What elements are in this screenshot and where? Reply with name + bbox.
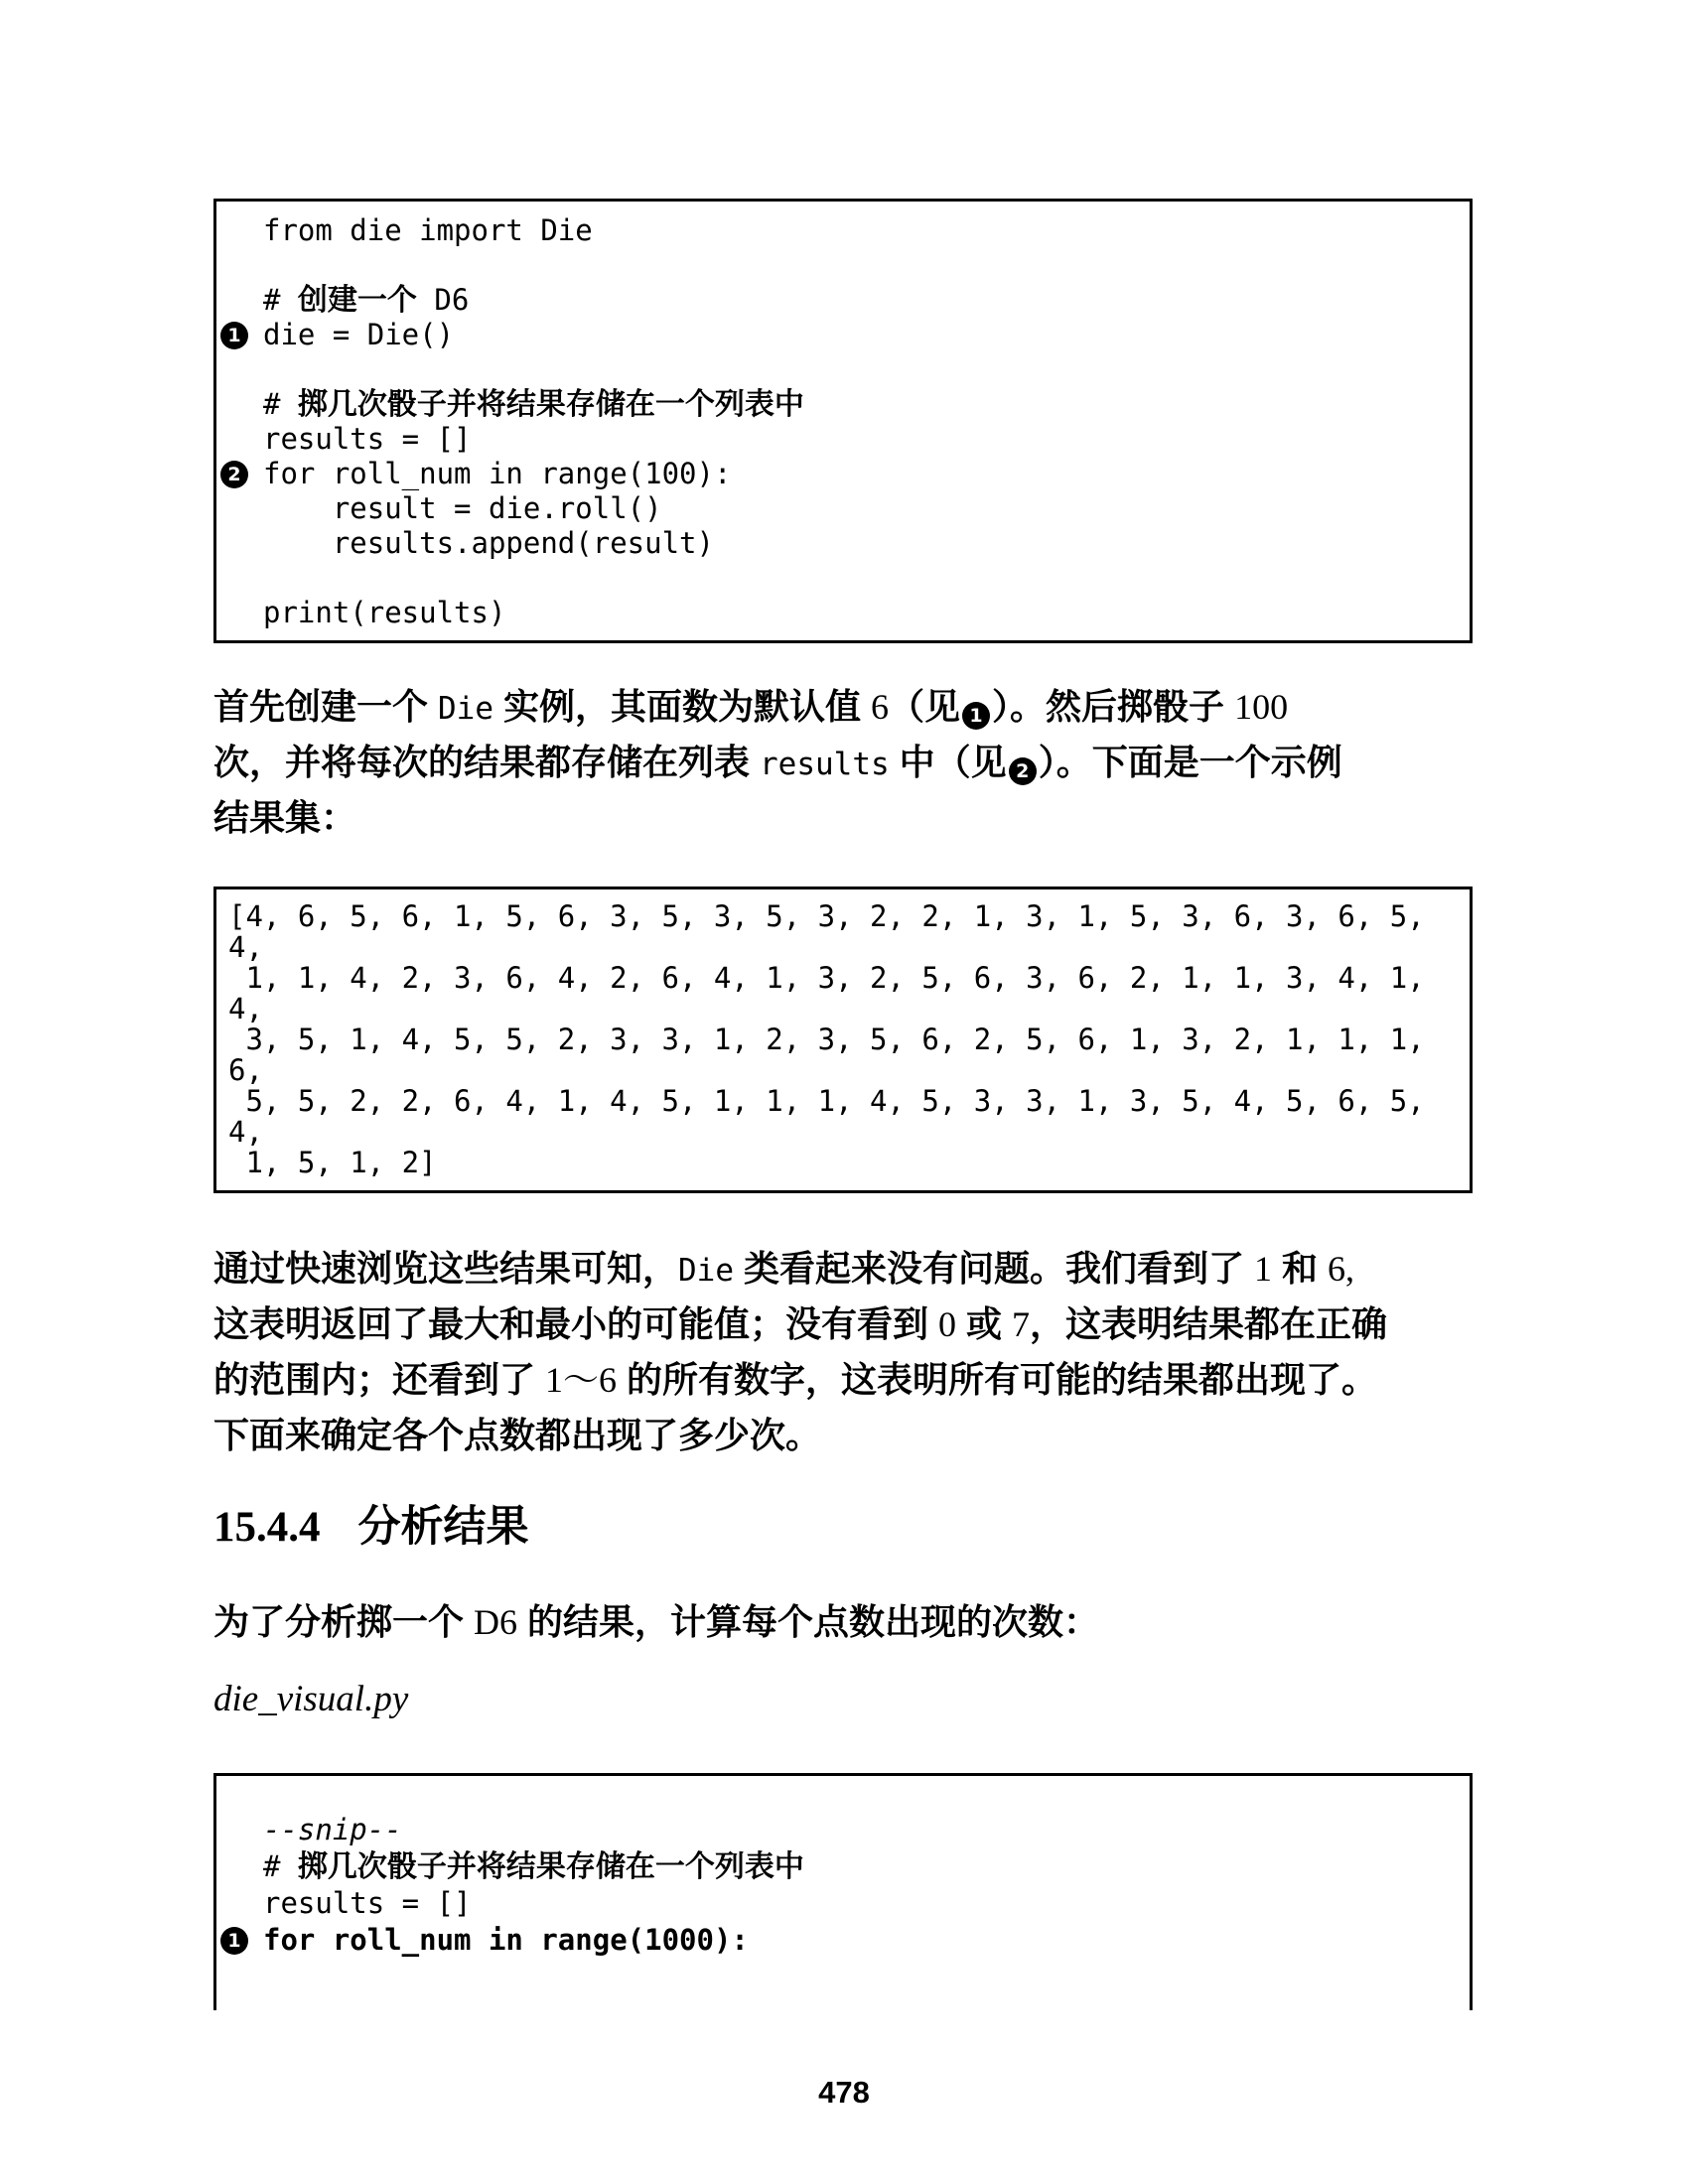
code-line xyxy=(216,248,1460,283)
filename-label: die_visual.py xyxy=(213,1679,409,1719)
text-segment: for roll_num in range(100): xyxy=(263,457,732,490)
annotation-marker-1: 1 xyxy=(220,322,248,349)
text-segment: 的所有数字，这表明所有可能的结果都出现了。 xyxy=(617,1359,1378,1400)
code-line xyxy=(216,1922,1460,1959)
annotation-marker-2: 2 xyxy=(220,461,248,488)
output-line: 3, 5, 1, 4, 5, 5, 2, 3, 3, 1, 2, 3, 5, 6, 2, 5, 6, 1, 3, 2, 1, 1, 1, xyxy=(228,1023,1425,1056)
output-line: [4, 6, 5, 6, 1, 5, 6, 3, 5, 3, 5, 3, 2, 2, 1, 3, 1, 5, 3, 6, 3, 6, 5, xyxy=(228,899,1425,933)
output-line: 1, 5, 1, 2] xyxy=(228,1146,437,1179)
section-title: 分析结果 xyxy=(357,1503,529,1551)
paragraph-line xyxy=(213,1241,1504,1297)
text-segment: Die xyxy=(678,1253,735,1289)
section-heading xyxy=(213,1493,529,1554)
text-segment: 类看起来没有问题。我们看到了 xyxy=(734,1248,1255,1289)
text-segment: results = [] xyxy=(263,422,472,456)
text-segment: # xyxy=(263,283,298,317)
section-number: 15.4.4 xyxy=(213,1504,321,1551)
text-segment: results = [] xyxy=(263,1886,472,1920)
code-line xyxy=(216,387,1460,422)
page-number: 478 xyxy=(818,2075,870,2110)
output-line: 5, 5, 2, 2, 6, 4, 1, 4, 5, 1, 1, 1, 4, 5, 3, 3, 1, 3, 5, 4, 5, 6, 5, xyxy=(228,1084,1425,1118)
code-listing-top xyxy=(213,199,1473,643)
text-segment: 下面来确定各个点数都出现了多少次。 xyxy=(213,1415,822,1455)
goal-paragraph xyxy=(213,1594,1504,1650)
text-segment: --snip-- xyxy=(263,1813,402,1846)
annotation-marker-1: 1 xyxy=(220,1927,248,1955)
text-segment: ）。然后掷骰子 xyxy=(992,686,1235,727)
text-segment: 6, xyxy=(1328,1249,1355,1289)
text-segment: 6 xyxy=(871,687,890,727)
output-listing xyxy=(213,887,1473,1193)
text-segment: 和 xyxy=(1272,1248,1329,1289)
text-segment: D6 xyxy=(474,1602,518,1642)
text-segment: ，这表明结果都在正确 xyxy=(1030,1303,1388,1344)
output-line: 6, xyxy=(228,1053,263,1087)
text-segment: results xyxy=(760,747,890,782)
text-segment: ）。下面是一个示例 xyxy=(1038,742,1342,782)
paragraph-line xyxy=(213,735,1504,790)
text-segment: 次，并将每次的结果都存储在列表 xyxy=(213,742,761,782)
text-segment: 或 xyxy=(956,1303,1013,1344)
text-segment: 这表明返回了最大和最小的可能值；没有看到 xyxy=(213,1303,939,1344)
code-line xyxy=(216,1848,1460,1885)
paragraph-line xyxy=(213,679,1504,735)
code-line xyxy=(216,318,1460,352)
output-line: 4, xyxy=(228,1115,263,1149)
text-segment: # xyxy=(263,1849,298,1883)
code-line xyxy=(216,1885,1460,1922)
text-segment: result = die.roll() xyxy=(263,491,662,525)
code-line xyxy=(216,283,1460,318)
paragraph-line xyxy=(213,1352,1504,1408)
text-segment: 为了分析掷一个 xyxy=(213,1601,475,1642)
paragraph-line xyxy=(213,1408,1504,1463)
text-segment: D6 xyxy=(416,283,470,317)
text-segment: die = Die() xyxy=(263,318,455,351)
text-segment: 首先创建一个 xyxy=(213,686,439,727)
text-segment: print(results) xyxy=(263,596,506,629)
code-line xyxy=(216,491,1460,526)
annotation-marker-1: 1 xyxy=(962,702,990,730)
text-segment: Die xyxy=(438,691,494,727)
code-line xyxy=(216,596,1460,630)
code-line xyxy=(216,352,1460,387)
annotation-marker-2: 2 xyxy=(1009,757,1037,785)
text-segment: 的范围内；还看到了 xyxy=(213,1359,546,1400)
code-line xyxy=(216,526,1460,561)
text-segment: 0 xyxy=(938,1304,957,1344)
text-segment: 100 xyxy=(1234,687,1289,727)
text-segment: 掷几次骰子并将结果存储在一个列表中 xyxy=(297,1850,804,1883)
text-segment: 中（见 xyxy=(889,742,1007,782)
text-segment: for roll_num in range(1000): xyxy=(263,1923,749,1957)
text-segment: 1～6 xyxy=(545,1360,618,1400)
text-segment: 7 xyxy=(1012,1304,1031,1344)
code-line xyxy=(216,422,1460,457)
code-line xyxy=(216,457,1460,491)
text-segment: 结果集： xyxy=(213,797,357,838)
paragraph-line xyxy=(213,790,1504,846)
text-segment: 1 xyxy=(1254,1249,1273,1289)
code-line xyxy=(216,561,1460,596)
intro-paragraph xyxy=(213,679,1504,846)
text-segment: 的结果，计算每个点数出现的次数： xyxy=(517,1601,1100,1642)
code-line xyxy=(216,1812,1460,1848)
analysis-paragraph xyxy=(213,1241,1504,1463)
text-segment: results.append(result) xyxy=(263,526,714,560)
text-segment: 实例，其面数为默认值 xyxy=(493,686,872,727)
text-segment: 创建一个 xyxy=(297,284,417,317)
code-line xyxy=(216,213,1460,248)
text-segment: from die import Die xyxy=(263,213,593,247)
text-segment: # xyxy=(263,387,298,421)
output-line: 4, xyxy=(228,930,263,964)
output-line: 1, 1, 4, 2, 3, 6, 4, 2, 6, 4, 1, 3, 2, 5, 6, 3, 6, 2, 1, 1, 3, 4, 1, xyxy=(228,961,1425,995)
text-segment: 通过快速浏览这些结果可知， xyxy=(213,1248,679,1289)
text-segment: （见 xyxy=(889,686,961,727)
paragraph-line xyxy=(213,1594,1504,1650)
code-listing-bottom xyxy=(213,1773,1473,2010)
output-line: 4, xyxy=(228,992,263,1025)
paragraph-line xyxy=(213,1297,1504,1352)
text-segment: 掷几次骰子并将结果存储在一个列表中 xyxy=(297,388,804,421)
